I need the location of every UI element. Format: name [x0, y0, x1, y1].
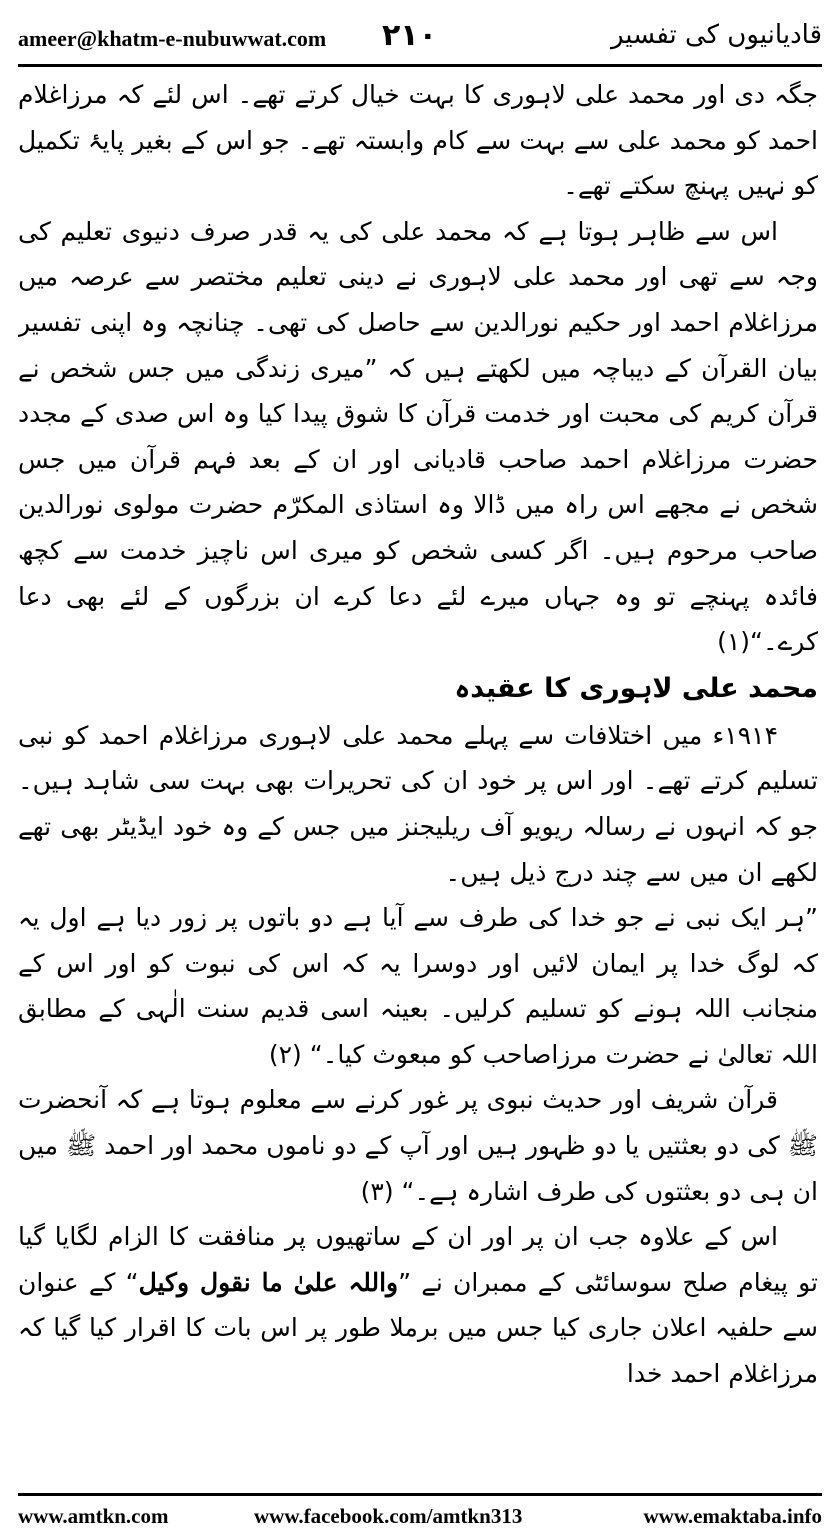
page-number: ۲۱۰: [382, 18, 437, 53]
paragraph-5: قرآن شریف اور حدیث نبوی پر غور کرنے سے معلوم ہوتا ہے کہ آنحضرت ﷺ کی دو بعثتیں یا دو ظہور ہیں اور آپ کے دو ناموں محمد اور احمد ﷺ میں ان ہی دو بعثتوں کی طرف اشارہ ہے۔“ (۳): [18, 1085, 818, 1206]
footer-link-facebook[interactable]: www.facebook.com/amtkn313: [254, 1504, 523, 1528]
arabic-quote: واللہ علیٰ ما نقول وکیل: [138, 1267, 399, 1297]
book-title: قادیانیوں کی تفسیر: [610, 20, 822, 50]
paragraph-6-start: اس کے علاوہ جب ان پر اور ان کے ساتھیوں پر منافقت کا الزام لگایا گیا تو پیغام صلح سوسائٹی کے ممبران نے ”: [18, 1222, 818, 1297]
paragraph-3: ۱۹۱۴ء میں اختلافات سے پہلے محمد علی لاہوری مرزاغلام احمد کو نبی تسلیم کرتے تھے۔ اور اس پر خود ان کی تحریرات بھی بہت سی شاہد ہیں۔ جو کہ انہوں نے رسالہ ریویو آف ریلیجنز میں جس کے وہ خود ایڈیٹر بھی تھے لکھے ان میں سے چند درج ذیل ہیں۔: [18, 720, 818, 887]
paragraph-1: جگہ دی اور محمد علی لاہوری کا بہت خیال کرتے تھے۔ اس لئے کہ مرزاغلام احمد کو محمد علی سے بہت سے کام وابستہ تھے۔ جو اس کے بغیر پایۂ تکمیل کو نہیں پہنچ سکتے تھے۔: [18, 80, 818, 201]
page-body: [18, 72, 818, 1490]
paragraph-6-end: “ کے عنوان سے حلفیہ اعلان جاری کیا جس میں برملا طور پر اس بات کا اقرار کیا گیا کہ مرزاغلام احمد خدا: [18, 1267, 818, 1389]
paragraph-6: [18, 1214, 818, 1396]
paragraph-2: اس سے ظاہر ہوتا ہے کہ محمد علی کی یہ قدر صرف دنیوی تعلیم کی وجہ سے تھی اور محمد علی لاہوری نے دینی تعلیم مختصر سے عرصہ میں مرزاغلام احمد اور حکیم نورالدین سے حاصل کی تھی۔ چنانچہ وہ اپنی تفسیر بیان القرآن کے دیباچہ میں لکھتے ہیں کہ ”میری زندگی میں جس شخص نے قرآن کریم کی محبت اور خدمت قرآن کا شوق پیدا کیا وہ اس صدی کے مجدد حضرت مرزاغلام احمد صاحب قادیانی اور ان کے بعد فہم قرآن میں جس شخص نے مجھے اس راہ میں ڈالا وہ استاذی المکرّم حضرت مولوی نورالدین صاحب مرحوم ہیں۔ اگر کسی شخص کو میری اس ناچیز خدمت سے کچھ فائدہ پہنچے تو وہ جہاں میرے لئے دعا کرے ان بزرگوں کے لئے بھی دعا کرے۔“(۱): [18, 216, 818, 657]
section-heading: محمد علی لاہوری کا عقیدہ: [454, 672, 818, 704]
paragraph-4: ”ہر ایک نبی نے جو خدا کی طرف سے آیا ہے دو باتوں پر زور دیا ہے اول یہ کہ لوگ خدا پر ایمان لائیں اور دوسرا یہ کہ اس کی نبوت کو اور اس کے منجانب اللہ ہونے کو تسلیم کرلیں۔ بعینہ اسی قدیم سنت الٰہی کے مطابق اللہ تعالیٰ نے حضرت مرزاصاحب کو مبعوث کیا۔“ (۲): [18, 903, 818, 1069]
footer-link-amtkn[interactable]: www.amtkn.com: [18, 1504, 169, 1528]
footer-link-emaktaba[interactable]: www.emaktaba.info: [643, 1504, 822, 1528]
page-header: [18, 14, 822, 67]
page-footer: [18, 1493, 822, 1534]
header-email: ameer@khatm-e-nubuwwat.com: [18, 26, 327, 51]
